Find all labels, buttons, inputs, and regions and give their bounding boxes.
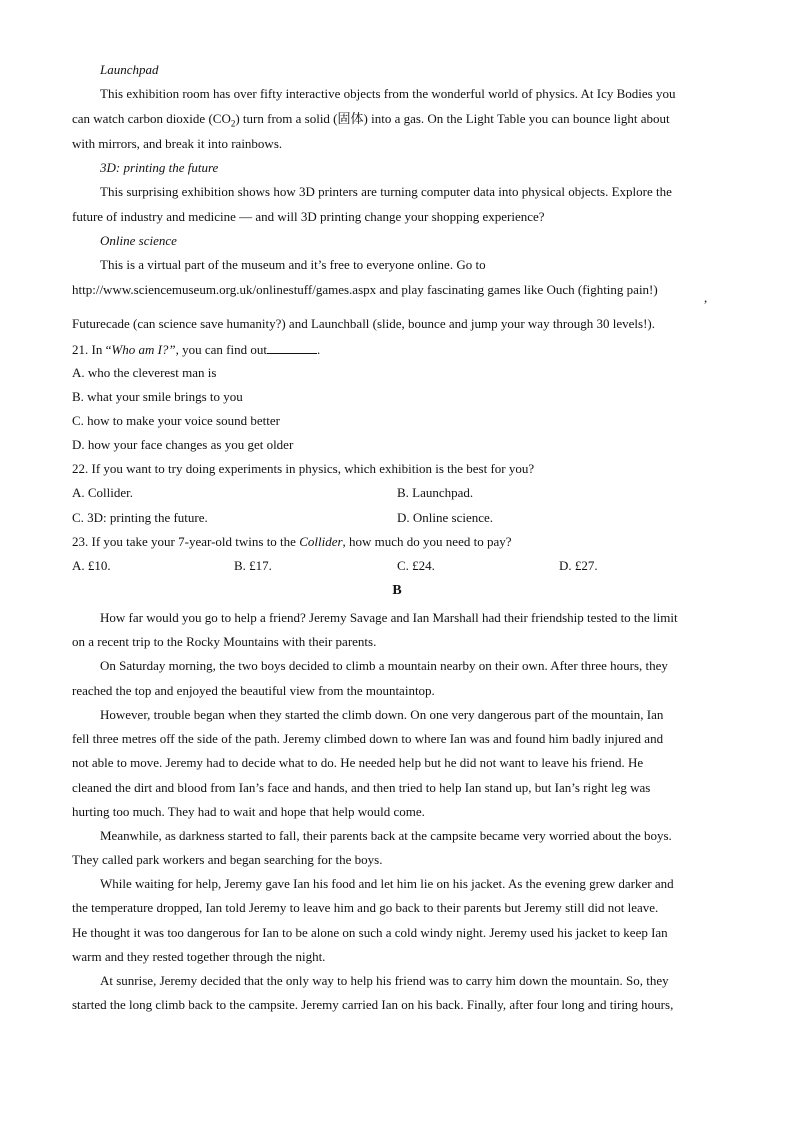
passage-b-line: on a recent trip to the Rocky Mountains with their parents. — [72, 634, 377, 649]
q22-option-d: D. Online science. — [397, 510, 494, 525]
launchpad-line-2: can watch carbon dioxide $(CO_2)$ turn from a solid (固体) into a gas. On the Light Table you can bounce light about — [72, 111, 670, 129]
passage-b-line: the temperature dropped, Ian told Jeremy to leave him and go back to their parents but Jeremy still did not leave. — [72, 900, 659, 915]
passage-b-line: Meanwhile, as darkness started to fall, their parents back at the campsite became very worried about the boys. — [100, 828, 672, 843]
passage-b-line: They called park workers and began searching for the boys. — [72, 852, 383, 867]
answer-blank — [267, 341, 317, 354]
passage-b-line: While waiting for help, Jeremy gave Ian his food and let him lie on his jacket. As the evening grew darker and — [100, 876, 674, 891]
passage-b-line: cleaned the dirt and blood from Ian’s face and hands, and then tried to help Ian stand up, but Ian’s right leg was — [72, 780, 651, 795]
passage-b-line: reached the top and enjoyed the beautiful view from the mountaintop. — [72, 683, 435, 698]
question-23: 23. If you take your 7-year-old twins to the Collider, how much do you need to pay? — [72, 534, 512, 549]
printing-title: 3D: printing the future — [100, 160, 219, 175]
q22-option-b: B. Launchpad. — [397, 485, 474, 500]
q21-option-d: D. how your face changes as you get older — [72, 437, 294, 452]
printing-line-1: This surprising exhibition shows how 3D printers are turning computer data into physical objects. Explore the — [100, 184, 672, 199]
passage-b-line: fell three metres off the side of the path. Jeremy climbed down to where Ian was and found him badly injured and — [72, 731, 664, 746]
q23-option-a: A. £10. — [72, 558, 111, 573]
q21-option-c: C. how to make your voice sound better — [72, 413, 280, 428]
question-21: 21. In “Who am I?”, you can find out . — [72, 342, 321, 357]
q22-option-c: C. 3D: printing the future. — [72, 510, 208, 525]
passage-b-line: hurting too much. They had to wait and hope that help would come. — [72, 804, 425, 819]
passage-b-line: However, trouble began when they started the climb down. On one very dangerous part of the mountain, Ian — [100, 707, 664, 722]
question-22: 22. If you want to try doing experiments in physics, which exhibition is the best for you? — [72, 461, 535, 476]
passage-b-line: He thought it was too dangerous for Ian to be alone on such a cold windy night. Jeremy used his jacket to keep Ian — [72, 925, 668, 940]
passage-b-line: At sunrise, Jeremy decided that the only way to help his friend was to carry him down the mountain. So, they — [100, 973, 669, 988]
q23-option-c: C. £24. — [397, 558, 435, 573]
passage-b-line: How far would you go to help a friend? Jeremy Savage and Ian Marshall had their friendship tested to the limit — [100, 610, 678, 625]
printing-line-2: future of industry and medicine — and will 3D printing change your shopping experience? — [72, 209, 545, 224]
passage-b-line: On Saturday morning, the two boys decided to climb a mountain nearby on their own. After three hours, they — [100, 658, 668, 673]
q23-option-b: B. £17. — [234, 558, 272, 573]
online-line-1: This is a virtual part of the museum and it’s free to everyone online. Go to — [100, 257, 486, 272]
passage-b-line: started the long climb back to the campsite. Jeremy carried Ian on his back. Finally, after four long and tiring hours, — [72, 997, 674, 1012]
q22-option-a: A. Collider. — [72, 485, 134, 500]
online-line-2: http://www.sciencemuseum.org.uk/onlinestuff/games.aspx and play fascinating games like Ouch (fighting pain!) — [72, 282, 658, 297]
launchpad-title: Launchpad — [100, 62, 159, 77]
q21-option-b: B. what your smile brings to you — [72, 389, 243, 404]
section-b-heading: B — [392, 583, 402, 598]
passage-b-line: not able to move. Jeremy had to decide what to do. He needed help but he did not want to leave his friend. He — [72, 755, 644, 770]
launchpad-line-1: This exhibition room has over fifty interactive objects from the wonderful world of physics. At Icy Bodies you — [100, 86, 676, 101]
q21-option-a: A. who the cleverest man is — [72, 365, 217, 380]
online-line-3: Futurecade (can science save humanity?) and Launchball (slide, bounce and jump your way through 30 levels!). — [72, 316, 655, 331]
online-comma: , — [704, 290, 708, 305]
launchpad-line-3: with mirrors, and break it into rainbows. — [72, 136, 283, 151]
q23-option-d: D. £27. — [559, 558, 598, 573]
passage-b-line: warm and they rested together through the night. — [72, 949, 326, 964]
online-title: Online science — [100, 233, 177, 248]
